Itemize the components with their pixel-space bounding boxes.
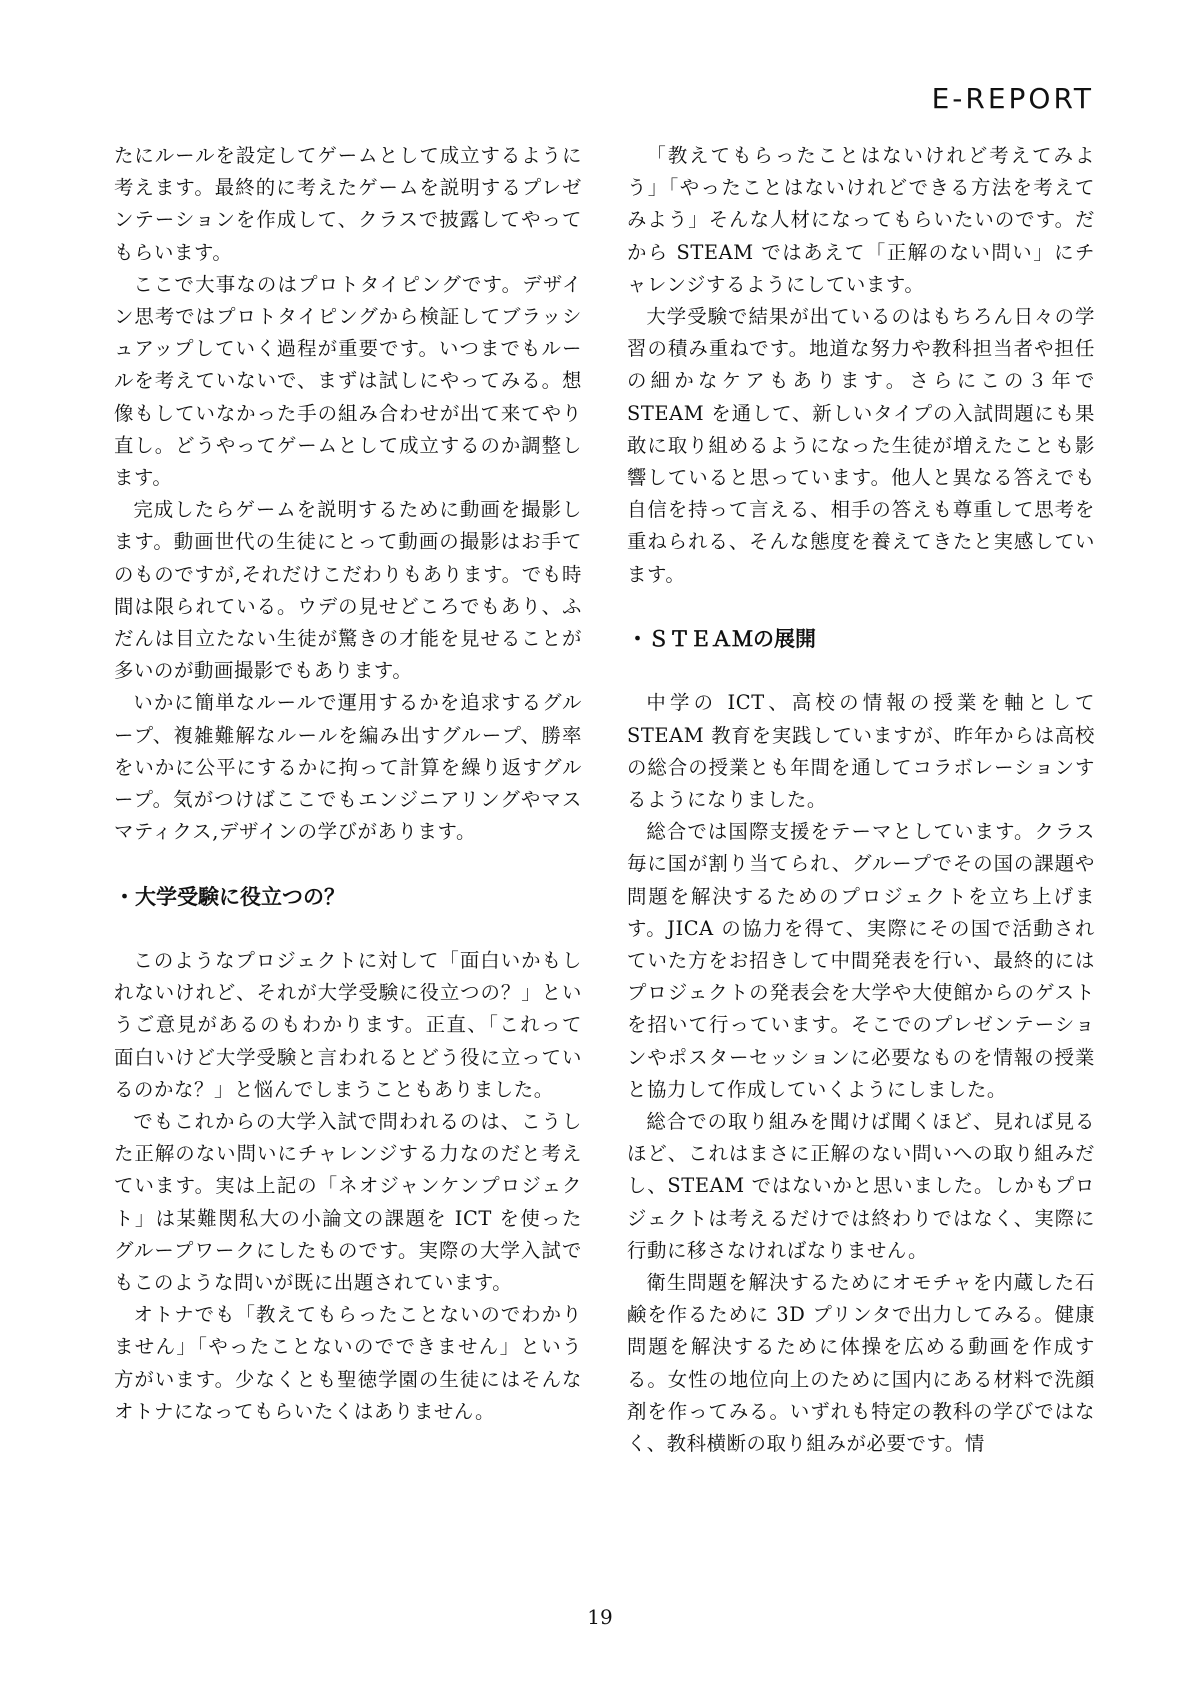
page-number: 19: [587, 1605, 613, 1629]
body-paragraph: 総合での取り組みを聞けば聞くほど、見れば見るほど、これはまさに正解のない問いへの取り組みだし、STEAM ではないかと思いました。しかもプロジェクトは考えるだけでは終わりではなく、実際に行動に移さなければなりません。: [627, 1110, 1095, 1262]
section-gap: [114, 913, 582, 945]
right-column: [627, 140, 1095, 1460]
body-paragraph: ここで大事なのはプロトタイピングです。デザイン思考ではプロトタイピングから検証してブラッシュアップしていく過程が重要です。いつまでもルールを考えていないで、まずは試しにやってみる。想像もしていなかった手の組み合わせが出て来てやり直し。どうやってゲームとして成立するのか調整します。: [114, 272, 582, 490]
body-paragraph: 「教えてもらったことはないけれど考えてみよう」「やったことはないけれどできる方法を考えてみよう」そんな人材になってもらいたいのです。だから STEAM ではあえて「正解のない問い」にチャレンジするようにしています。: [627, 144, 1095, 296]
body-paragraph: オトナでも「教えてもらったことないのでわかりません」「やったことないのでできません」という方がいます。少なくとも聖徳学園の生徒にはそんなオトナになってもらいたくはありません。: [114, 1303, 582, 1423]
report-header-title: E-REPORT: [931, 82, 1094, 115]
section-gap: [627, 591, 1095, 623]
left-column: [114, 140, 582, 1428]
section-gap: [627, 655, 1095, 687]
body-paragraph: 衛生問題を解決するためにオモチャを内蔵した石鹸を作るために 3D プリンタで出力してみる。健康問題を解決するために体操を広める動画を作成する。女性の地位向上のために国内にある材料で洗顔剤を作ってみる。いずれも特定の教科の学びではなく、教科横断の取り組みが必要です。情: [627, 1271, 1095, 1456]
body-paragraph: 完成したらゲームを説明するために動画を撮影します。動画世代の生徒にとって動画の撮影はお手てのものですが,それだけこだわりもあります。でも時間は限られている。ウデの見せどころでもあり、ふだんは目立たない生徒が驚きの才能を見せることが多いのが動画撮影でもあります。: [114, 498, 582, 683]
section-heading: ・ＳＴＥＡＭの展開: [627, 627, 816, 652]
section-heading: ・大学受験に役立つの？: [114, 884, 345, 909]
body-paragraph: 総合では国際支援をテーマとしています。クラス毎に国が割り当てられ、グループでその国の課題や問題を解決するためのプロジェクトを立ち上げます。JICA の協力を得て、実際にその国で活動されていた方をお招きして中間発表を行い、最終的にはプロジェクトの発表会を大学や大使館からのゲストを招いて行っています。そこでのプレゼンテーションやポスターセッションに必要なものを情報の授業と協力して作成していくようにしました。: [627, 820, 1095, 1101]
body-paragraph: このようなプロジェクトに対して「面白いかもしれないけれど、それが大学受験に役立つの？」というご意見があるのもわかります。正直、「これって面白いけど大学受験と言われるとどう役に立っているのかな？」と悩んでしまうこともありました。: [114, 949, 582, 1101]
section-gap: [114, 848, 582, 880]
body-paragraph: たにルールを設定してゲームとして成立するように考えます。最終的に考えたゲームを説明するプレゼンテーションを作成して、クラスで披露してやってもらいます。: [114, 144, 582, 264]
body-paragraph: でもこれからの大学入試で問われるのは、こうした正解のない問いにチャレンジする力なのだと考えています。実は上記の「ネオジャンケンプロジェクト」は某難関私大の小論文の課題を ICT を使ったグループワークにしたものです。実際の大学入試でもこのような問いが既に出題されています。: [114, 1110, 582, 1295]
body-paragraph: いかに簡単なルールで運用するかを追求するグループ、複雑難解なルールを編み出すグループ、勝率をいかに公平にするかに拘って計算を繰り返すグループ。気がつけばここでもエンジニアリングやマスマティクス,デザインの学びがあります。: [114, 691, 582, 844]
body-paragraph: 中学の ICT、高校の情報の授業を軸として STEAM 教育を実践していますが、昨年からは高校の総合の授業とも年間を通してコラボレーションするようになりました。: [627, 691, 1095, 812]
body-paragraph: 大学受験で結果が出ているのはもちろん日々の学習の積み重ねです。地道な努力や教科担当者や担任の細かなケアもあります。さらにこの３年で STEAM を通して、新しいタイプの入試問題にも果敢に取り組めるようになった生徒が増えたことも影響していると思っています。他人と異なる答えでも自信を持って言える、相手の答えも尊重して思考を重ねられる、そんな態度を養えてきたと実感しています。: [627, 305, 1095, 586]
